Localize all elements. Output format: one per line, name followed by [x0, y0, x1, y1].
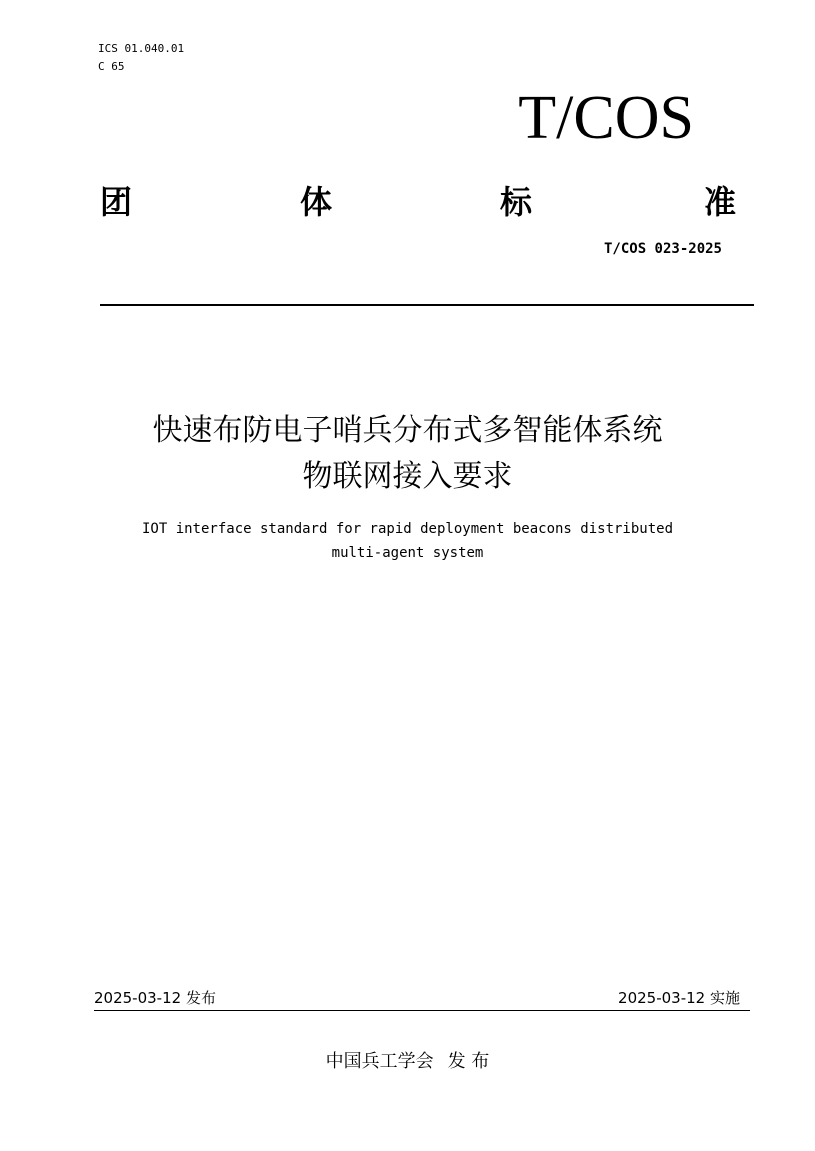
title-cn-line2: 物联网接入要求 [302, 459, 513, 494]
publisher-name: 中国兵工学会 [325, 1051, 434, 1072]
standard-type-char: 团 [100, 183, 133, 221]
implement-date: 2025-03-12 实施 [618, 989, 740, 1007]
publisher-action: 发 布 [447, 1051, 490, 1072]
publish-date: 2025-03-12 发布 [94, 989, 216, 1007]
title-en-line1: IOT interface standard for rapid deployment beacons distributed [141, 521, 673, 537]
header-divider [100, 304, 754, 306]
standard-type-char: 标 [500, 183, 533, 221]
title-en-line2: multi-agent system [331, 545, 484, 561]
standard-number: T/COS 023-2025 [603, 241, 722, 257]
footer-divider [94, 1010, 750, 1011]
ics-code: ICS 01.040.01 [98, 42, 185, 55]
brand-code: T/COS [518, 84, 694, 152]
standard-type-char: 体 [300, 183, 333, 221]
standard-type-char: 准 [704, 183, 737, 221]
publisher [0, 1050, 815, 1074]
title-cn-line1: 快速布防电子哨兵分布式多智能体系统 [152, 413, 663, 448]
ccs-code: C 65 [98, 60, 125, 73]
